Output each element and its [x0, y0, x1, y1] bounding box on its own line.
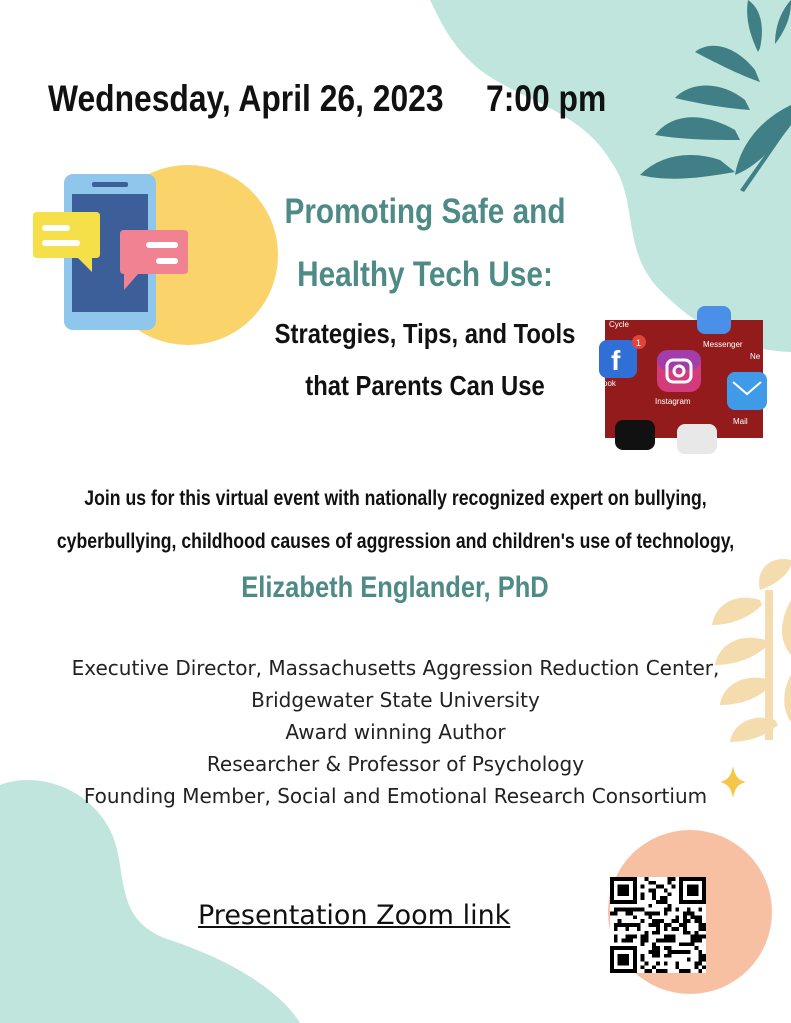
title-line-2: Healthy Tech Use: — [297, 255, 553, 294]
credential-line: Researcher & Professor of Psychology — [206, 752, 585, 776]
teal-blob-top — [430, 0, 791, 352]
title-line-1: Promoting Safe and — [284, 192, 566, 231]
subtitle-line-1: Strategies, Tips, and Tools — [274, 318, 576, 349]
apps-label: ook — [603, 379, 616, 388]
subtitle-line-2: that Parents Can Use — [305, 370, 545, 401]
qr-code-icon[interactable] — [610, 877, 706, 973]
svg-text:1: 1 — [636, 338, 642, 348]
intro-line-2: cyberbullying, childhood causes of aggression and children's use of technology, — [56, 530, 735, 553]
apps-label: Ne — [750, 352, 761, 361]
social-apps-photo — [605, 320, 763, 438]
credential-line: Executive Director, Massachusetts Aggression Reduction Center, — [71, 656, 720, 680]
apps-label: Cycle — [609, 320, 630, 329]
intro-line-1: Join us for this virtual event with nationally recognized expert on bullying, — [84, 487, 707, 510]
credential-line: Founding Member, Social and Emotional Research Consortium — [83, 784, 708, 808]
zoom-link[interactable]: Presentation Zoom link — [198, 900, 511, 931]
sand-leaf — [712, 559, 791, 742]
credential-line: Bridgewater State University — [251, 688, 540, 712]
event-date: Wednesday, April 26, 2023 — [48, 78, 444, 119]
apps-label: Messenger — [703, 340, 743, 349]
speaker-name: Elizabeth Englander, PhD — [241, 571, 549, 604]
apps-label: Instagram — [655, 397, 691, 406]
event-time: 7:00 pm — [486, 78, 607, 119]
apps-label: Mail — [733, 417, 748, 426]
credential-line: Award winning Author — [285, 720, 506, 744]
svg-text:f: f — [611, 345, 621, 376]
